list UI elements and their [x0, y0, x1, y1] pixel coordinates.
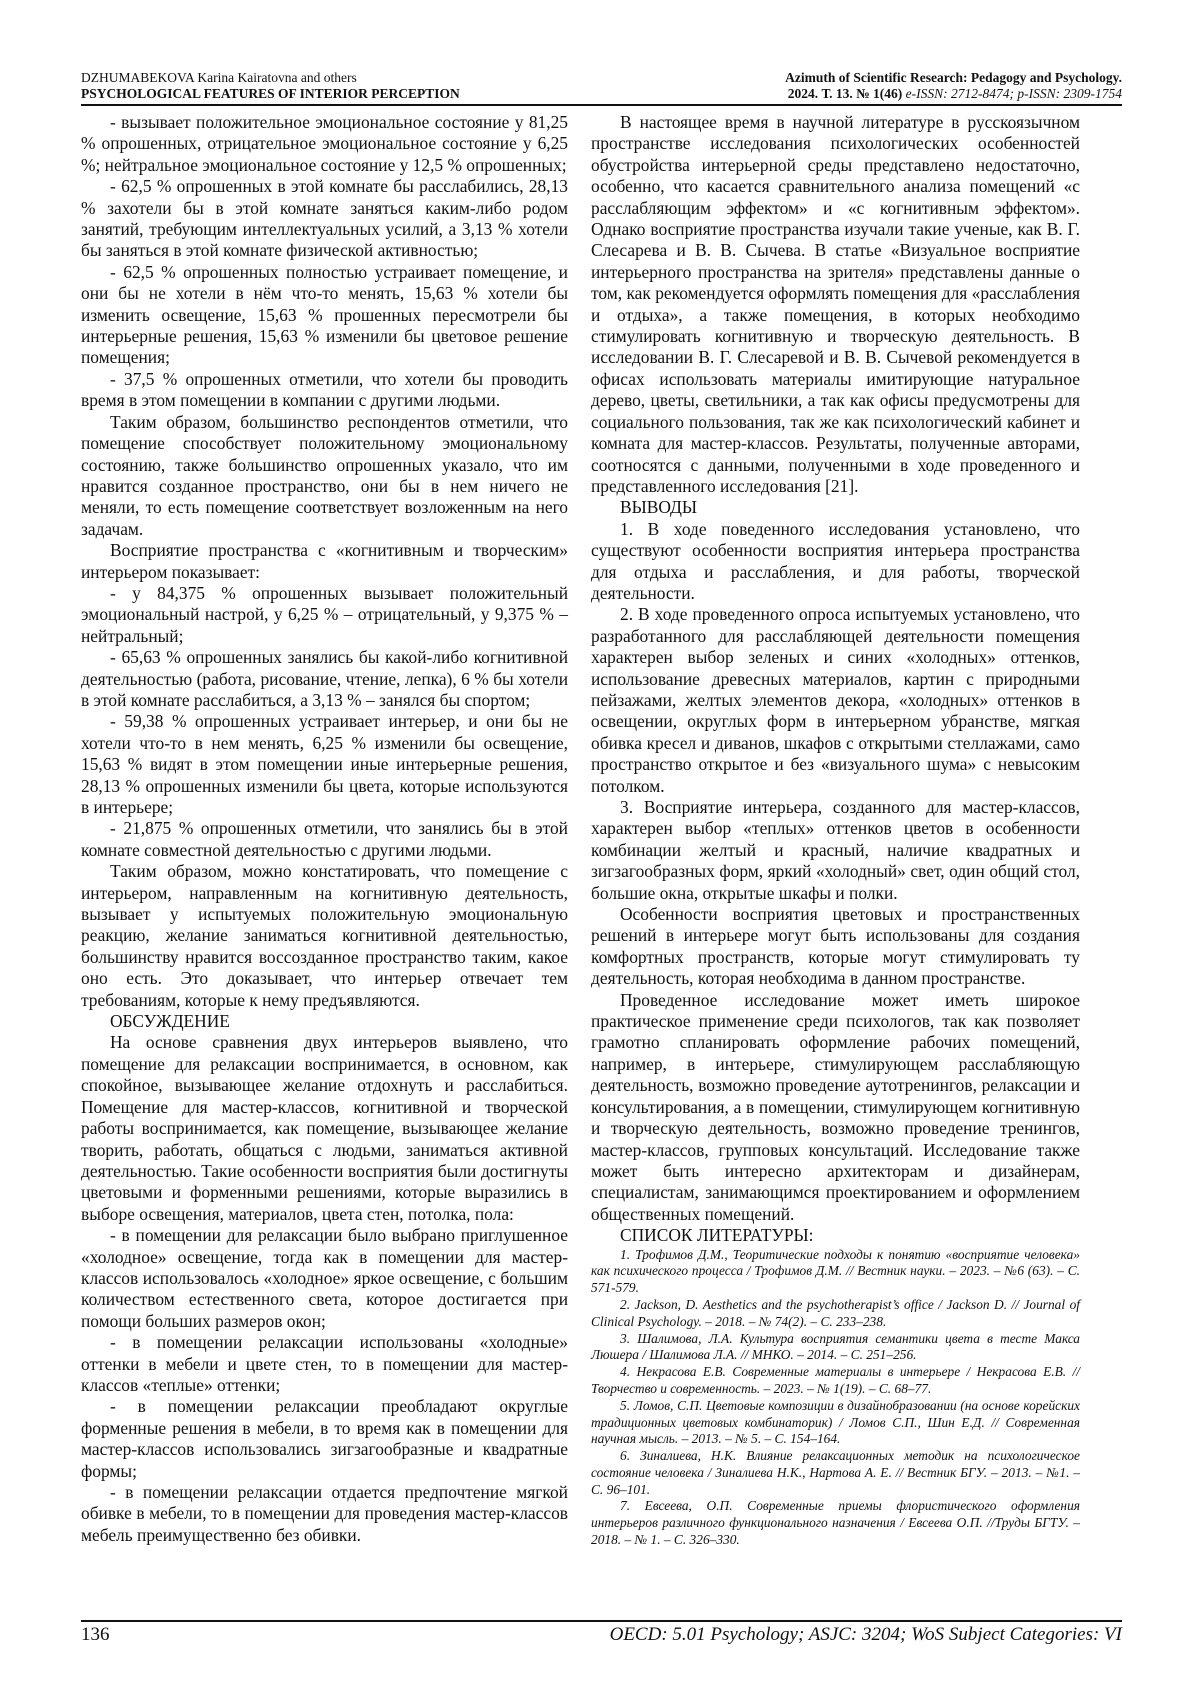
paragraph: На основе сравнения двух интерьеров выявлено, что помещение для релаксации воспринимается, в основном, как спокойное, вызывающее желание отдохнуть и расслабиться. Помещение для мастер-классов, когнитивной и творческой работы воспринимается, как помещение, вызывающее желание творить, работать, общаться с людьми, заниматься активной деятельностью. Такие особенности восприятия были достигнуты цветовыми и форменными решениями, которые выразились в выборе освещения, материалов, цвета стен, потолка, пола:	[81, 1032, 568, 1224]
paragraph: - 59,38 % опрошенных устраивает интерьер, и они бы не хотели что-то в нем менять, 6,25 % изменили бы освещение, 15,63 % видят в этом помещении иные интерьерные решения, 28,13 % опрошенных изменили бы цвета, которые используются в интерьере;	[81, 711, 568, 817]
left-column	[81, 112, 568, 1546]
reference-item: 1. Трофимов Д.М., Теоритические подходы к понятию «восприятие человека» как психического процесса / Трофимов Д.М. // Вестник науки. – 2023. – №6 (63). – С. 571-579.	[591, 1246, 1080, 1296]
reference-item: 4. Некрасова Е.В. Современные материалы в интерьере / Некрасова Е.В. // Творчество и современность. – 2023. – № 1(19). – С. 68–77.	[591, 1364, 1080, 1396]
right-column	[591, 112, 1080, 1549]
reference-item: 7. Евсеева, О.П. Современные приемы флористического оформления интерьеров различного функционального назначения / Евсеева О.П. //Труды БГТУ. – 2018. – № 1. – С. 326–330.	[591, 1498, 1080, 1548]
header-author-rest: Karina Kairatovna and others	[194, 70, 357, 85]
header-left	[81, 70, 460, 102]
paragraph: Восприятие пространства с «когнитивным и творческим» интерьером показывает:	[81, 540, 568, 582]
paragraph: - у 84,375 % опрошенных вызывает положительный эмоциональный настрой, у 6,25 % – отрицательный, у 9,375 % – нейтральный;	[81, 582, 568, 646]
paragraph: - в помещении для релаксации было выбрано приглушенное «холодное» освещение, тогда как в помещении для мастер-классов использовалось «холодное» яркое освещение, с большим количеством естественного света, которое достигается при помощи больших размеров окон;	[81, 1225, 568, 1331]
header-article-title: PSYCHOLOGICAL FEATURES OF INTERIOR PERCEPTION	[81, 86, 460, 101]
paragraph: - в помещении релаксации преобладают округлые форменные решения в мебели, в то время как в помещении для мастер-классов использовались зигзагообразные и квадратные формы;	[81, 1396, 568, 1481]
header-rule	[81, 104, 1122, 106]
paragraph: - вызывает положительное эмоциональное состояние у 81,25 % опрошенных, отрицательное эмоциональное состояние у 6,25 %; нейтральное эмоциональное состояние у 12,5 % опрошенных;	[81, 112, 568, 175]
paragraph: - 62,5 % опрошенных в этой комнате бы расслабились, 28,13 % захотели бы в этой комнате заняться каким-либо родом занятий, требующим интеллектуальных усилий, а 3,13 % хотели бы заняться в этой комнате физической активностью;	[81, 176, 568, 261]
reference-list	[591, 1247, 1080, 1549]
header-author-surname: DZHUMABEKOVA	[81, 70, 195, 85]
paragraph: - 62,5 % опрошенных полностью устраивает помещение, и они бы не хотели в нём что-то менять, 15,63 % хотели бы изменить освещение, 15,63 % прошенных пересмотрели бы интерьерные решения, 15,63 % изменили бы цветовое решение помещения;	[81, 261, 568, 368]
running-header	[81, 70, 1122, 104]
footer-classification: OECD: 5.01 Psychology; ASJC: 3204; WoS Subject Categories: VI	[609, 1624, 1122, 1645]
paragraph: 2. В ходе проведенного опроса испытуемых установлено, что разработанного для расслабляющей деятельности помещения характерен выбор зеленых и синих «холодных» оттенков, использование древесных материалов, картин с природными пейзажами, желтых элементов декора, «холодных» оттенков в освещении, округлых форм в интерьерном убранстве, мягкая обивка кресел и диванов, шкафов с открытыми стеллажами, само пространство открытое и без «визуального шума» с невысоким потолком.	[591, 604, 1080, 796]
paragraph: 1. В ходе поведенного исследования установлено, что существуют особенности восприятия интерьера пространства для отдыха и расслабления, и для работы, творческой деятельности.	[591, 518, 1080, 603]
paragraph: - 37,5 % опрошенных отметили, что хотели бы проводить время в этом помещении в компании с другими людьми.	[81, 368, 568, 411]
page-number: 136	[81, 1624, 110, 1645]
reference-item: 6. Зиналиева, Н.К. Влияние релаксационных методик на психологическое состояние человека / Зиналиева Н.К., Нартова А. Е. // Вестник БГУ. – 2013. – №1. – С. 96–101.	[591, 1448, 1080, 1497]
section-heading-references: СПИСОК ЛИТЕРАТУРЫ:	[620, 1225, 814, 1246]
paragraph: - 21,875 % опрошенных отметили, что занялись бы в этой комнате совместной деятельностью с другими людьми.	[81, 818, 568, 860]
paragraph: 3. Восприятие интерьера, созданного для мастер-классов, характерен выбор «теплых» оттенков цветов в особенности комбинации желтый и красный, наличие квадратных и зигзагообразных форм, яркий «холодный» свет, один общий стол, большие окна, открытые шкафы и полки.	[591, 797, 1080, 903]
paragraph: Особенности восприятия цветовых и пространственных решений в интерьере могут быть использованы для создания комфортных пространств, которые могут стимулировать ту деятельность, которая необходима в данном пространстве.	[591, 904, 1080, 989]
section-heading-conclusions: ВЫВОДЫ	[620, 497, 698, 518]
paragraph: Таким образом, можно констатировать, что помещение с интерьером, направленным на когнитивную деятельность, вызывает у испытуемых положительную эмоциональную реакцию, желание заниматься когнитивной деятельностью, большинству нравится воссозданное пространство таким, какое оно есть. Это доказывает, что интерьер отвечает тем требованиям, которые к нему предъявляются.	[81, 861, 568, 1010]
reference-item: 3. Шалимова, Л.А. Культура восприятия семантики цвета в тесте Макса Люшера / Шалимова Л.А. // МНКО. – 2014. – С. 251–256.	[591, 1330, 1080, 1363]
header-issn: e-ISSN: 2712-8474; p-ISSN: 2309-1754	[902, 86, 1122, 101]
paragraph: Проведенное исследование может иметь широкое практическое применение среди психологов, так как позволяет грамотно спланировать оформление рабочих помещений, например, в интерьере, стимулирующем расслабляющую деятельность, возможно проведение аутотренингов, релаксации и консультирования, а в помещении, стимулирующем когнитивную и творческую деятельность, возможно проведение тренингов, мастер-классов, групповых консультаций. Исследование также может быть интересно архитекторам и дизайнерам, специалистам, занимающимся проектированием и оформлением общественных помещений.	[591, 989, 1080, 1224]
header-journal: Azimuth of Scientific Research: Pedagogy and Psychology.	[785, 70, 1122, 85]
section-heading-discussion: ОБСУЖДЕНИЕ	[110, 1011, 230, 1032]
reference-item: 5. Ломов, С.П. Цветовые композиции в дизайнобразовании (на основе корейских традиционных цветовых комбинаторик) / Ломов С.П., Шин Е.Д. // Современная научная мысль. – 2013. – № 5. – С. 154–164.	[591, 1397, 1080, 1447]
header-author	[81, 70, 460, 86]
paragraph: Таким образом, большинство респондентов отметили, что помещение способствует положительному эмоциональному состоянию, также большинство опрошенных указало, что им нравится созданное пространство, они бы в нем ничего не меняли, то есть помещение соответствует возложенным на него задачам.	[81, 411, 568, 539]
paragraph: В настоящее время в научной литературе в русскоязычном пространстве исследования психологических особенностей обустройства интерьерной среды представлено недостаточно, особенно, что касается сравнительного анализа помещений «с расслабляющим эффектом» и «с когнитивным эффектом». Однако восприятие пространства изучали такие ученые, как В. Г. Слесарева и В. В. Сычева. В статье «Визуальное восприятие интерьерного пространства на зрителя» представлены данные о том, как рекомендуется оформлять помещения для «расслабления и отдыха», а также помещения, в которых необходимо стимулировать когнитивную и творческую деятельность. В исследовании В. Г. Слесаревой и В. В. Сычевой рекомендуется в офисах использовать материалы имитирующие натуральное дерево, цветы, светильники, а так как офисы предусмотрены для социального пользования, так же как психологический кабинет и комната для мастер-классов. Результаты, полученные авторами, соотносятся с данными, полученными в ходе проведенного и представленного исследования [21].	[591, 112, 1080, 496]
footer-rule	[81, 1620, 1122, 1622]
paragraph: - 65,63 % опрошенных занялись бы какой-либо когнитивной деятельностью (работа, рисование, чтение, лепка), 6 % бы хотели в этой комнате расслабиться, а 3,13 % – занялся бы спортом;	[81, 647, 568, 710]
header-issue: 2024. Т. 13. № 1(46)	[787, 86, 903, 101]
paragraph: - в помещении релаксации отдается предпочтение мягкой обивке в мебели, то в помещении для проведения мастер-классов мебель преимущественно без обивки.	[81, 1482, 568, 1545]
header-right	[785, 70, 1122, 102]
reference-item: 2. Jackson, D. Aesthetics and the psychotherapist’s office / Jackson D. // Journal of Clinical Psychology. – 2018. – № 74(2). – С. 233–238.	[591, 1296, 1080, 1329]
paragraph: - в помещении релаксации использованы «холодные» оттенки в мебели и цвете стен, то в помещении для мастер-классов «теплые» оттенки;	[81, 1332, 568, 1395]
